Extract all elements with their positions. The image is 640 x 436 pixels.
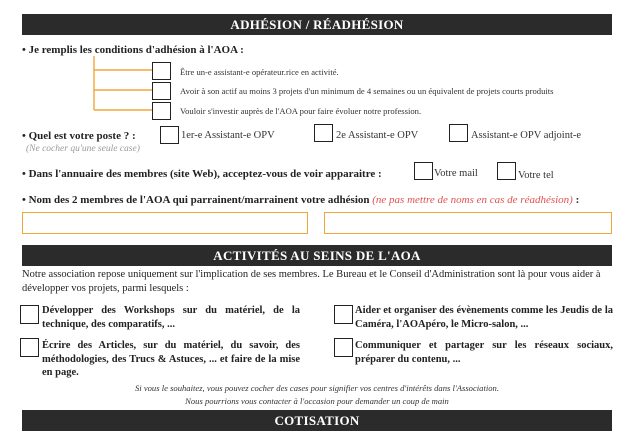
activity-label-workshops: Développer des Workshops sur du matériel, de la technique, des comparatifs, ... bbox=[42, 305, 300, 330]
annuaire-tel-label: Votre tel bbox=[518, 170, 554, 181]
activites-footnote-1: Si vous le souhaitez, vous pouvez cocher des cases pour signifier vos centres d'intérêts dans l'Association. bbox=[134, 383, 499, 393]
parrains-suffix: : bbox=[572, 194, 580, 206]
activity-checkbox-evenements[interactable] bbox=[334, 305, 353, 324]
poste-checkbox-3[interactable] bbox=[449, 124, 468, 142]
poste-checkbox-1[interactable] bbox=[160, 126, 179, 144]
poste-option-2: 2e Assistant-e OPV bbox=[336, 130, 419, 141]
activity-label-articles: Écrire des Articles, sur du matériel, du savoir, des méthodologies, des Trucs & Astuces, ... et faire de la mise en page. bbox=[42, 340, 300, 378]
condition-checkbox-1[interactable] bbox=[152, 62, 171, 80]
parrains-question bbox=[22, 194, 579, 206]
condition-checkbox-3[interactable] bbox=[152, 102, 171, 120]
condition-checkbox-2[interactable] bbox=[152, 82, 171, 100]
annuaire-mail-checkbox[interactable] bbox=[414, 162, 433, 180]
parrain-2-field[interactable] bbox=[324, 212, 612, 234]
poste-option-3: Assistant-e OPV adjoint-e bbox=[471, 130, 582, 141]
parrains-note: (ne pas mettre de noms en cas de réadhésion) bbox=[372, 194, 573, 206]
condition-label-2: Avoir à son actif au moins 3 projets d'un minimum de 4 semaines ou un équivalent de projets courts produits bbox=[180, 86, 554, 96]
condition-label-3: Vouloir s'investir auprès de l'AOA pour faire évoluer notre profession. bbox=[180, 106, 422, 116]
section-header-adhesion: ADHÉSION / RÉADHÉSION bbox=[22, 14, 612, 35]
condition-label-1: Être un-e assistant-e opérateur.rice en activité. bbox=[180, 67, 339, 77]
conditions-bracket bbox=[88, 56, 156, 118]
annuaire-question: • Dans l'annuaire des membres (site Web), acceptez-vous de voir apparaitre : bbox=[22, 168, 382, 180]
parrain-1-field[interactable] bbox=[22, 212, 308, 234]
section-header-cotisation: COTISATION bbox=[22, 410, 612, 431]
poste-checkbox-2[interactable] bbox=[314, 124, 333, 142]
activites-footnote-2: Nous pourrions vous contacter à l'occasion pour demander un coup de main bbox=[185, 396, 449, 406]
activity-label-communiquer: Communiquer et partager sur les réseaux sociaux, préparer du contenu, ... bbox=[355, 340, 613, 365]
annuaire-tel-checkbox[interactable] bbox=[497, 162, 516, 180]
activity-label-evenements: Aider et organiser des évènements comme les Jeudis de la Caméra, l'AOApéro, le Micro-salon, ... bbox=[355, 305, 613, 330]
annuaire-mail-label: Votre mail bbox=[434, 168, 478, 179]
poste-hint: (Ne cocher qu'une seule case) bbox=[26, 144, 140, 154]
poste-question: • Quel est votre poste ? : bbox=[22, 130, 136, 142]
parrains-question-text: • Nom des 2 membres de l'AOA qui parrainent/marrainent votre adhésion bbox=[22, 194, 370, 206]
section-header-activites: ACTIVITÉS AU SEINS DE L'AOA bbox=[22, 245, 612, 266]
poste-option-1: 1er-e Assistant-e OPV bbox=[181, 130, 275, 141]
activites-intro: Notre association repose uniquement sur l'implication de ses membres. Le Bureau et le Conseil d'Administration sont là pour vous aider à développer vos projets, parmi lesquels : bbox=[22, 269, 601, 294]
activity-checkbox-articles[interactable] bbox=[20, 338, 39, 357]
activity-checkbox-communiquer[interactable] bbox=[334, 338, 353, 357]
conditions-question: • Je remplis les conditions d'adhésion à l'AOA : bbox=[22, 44, 244, 56]
activity-checkbox-workshops[interactable] bbox=[20, 305, 39, 324]
